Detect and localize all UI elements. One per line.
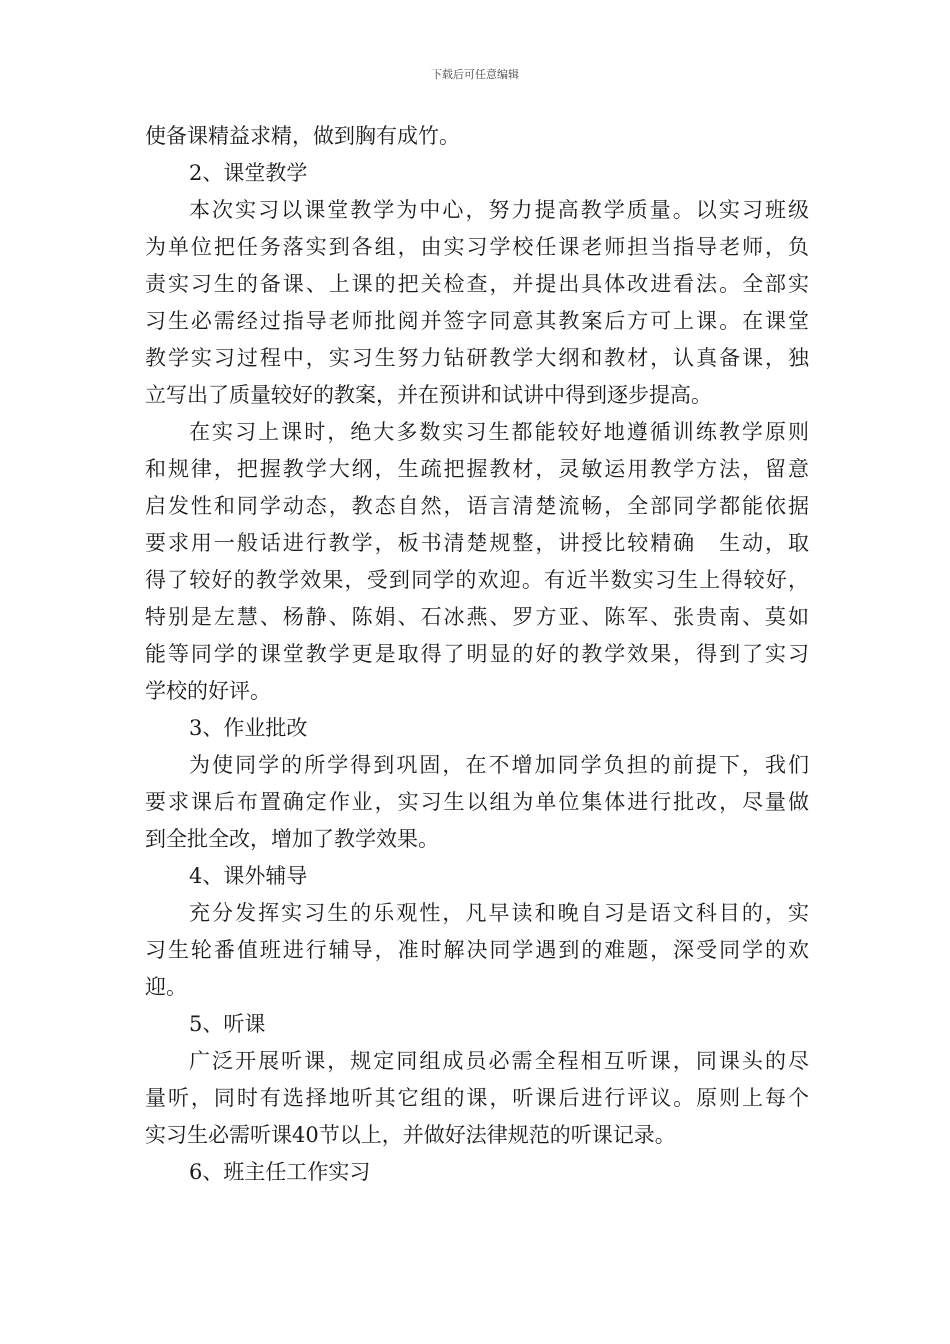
text-line: 到全批全改，增加了教学效果。 (145, 827, 439, 851)
text-line: 习生轮番值班进行辅导，准时解决同学遇到的难题，深受同学的欢 (145, 938, 809, 962)
text-line: 启发性和同学动态，教态自然，语言清楚流畅，全部同学都能依据 (145, 494, 809, 518)
text-line: 2、课堂教学 (189, 161, 308, 185)
text-line: 实习生必需听课40节以上，并做好法律规范的听课记录。 (145, 1123, 676, 1147)
text-line: 为使同学的所学得到巩固，在不增加同学负担的前提下，我们 (189, 753, 809, 777)
text-line: 为单位把任务落实到各组，由实习学校任课老师担当指导老师，负 (145, 235, 809, 259)
text-line: 在实习上课时，绝大多数实习生都能较好地遵循训练教学原则 (189, 420, 809, 444)
text-line: 教学实习过程中，实习生努力钻研教学大纲和教材，认真备课，独 (145, 346, 809, 370)
text-line: 4、课外辅导 (189, 864, 308, 888)
text-line: 和规律，把握教学大纲，生疏把握教材，灵敏运用教学方法，留意 (145, 457, 809, 481)
text-line: 特别是左慧、杨静、陈娟、石冰燕、罗方亚、陈军、张贵南、莫如 (145, 605, 809, 629)
text-line: 5、听课 (189, 1012, 266, 1036)
text-line: 习生必需经过指导老师批阅并签字同意其教案后方可上课。在课堂 (145, 309, 809, 333)
text-line: 学校的好评。 (145, 679, 271, 703)
text-line: 使备课精益求精，做到胸有成竹。 (145, 124, 460, 148)
text-line: 6、班主任工作实习 (189, 1160, 371, 1184)
text-line: 迎。 (145, 975, 187, 999)
text-line: 充分发挥实习生的乐观性，凡早读和晚自习是语文科目的，实 (189, 901, 809, 925)
text-line: 要求课后布置确定作业，实习生以组为单位集体进行批改，尽量做 (145, 790, 809, 814)
text-line: 广泛开展听课，规定同组成员必需全程相互听课，同课头的尽 (189, 1049, 809, 1073)
text-line: 能等同学的课堂教学更是取得了明显的好的教学效果，得到了实习 (145, 642, 809, 666)
text-line: 得了较好的教学效果，受到同学的欢迎。有近半数实习生上得较好， (145, 568, 809, 592)
text-line: 责实习生的备课、上课的把关检查，并提出具体改进看法。全部实 (145, 272, 809, 296)
text-line: 3、作业批改 (189, 716, 308, 740)
text-line: 要求用一般话进行教学，板书清楚规整，讲授比较精确 生动，取 (145, 531, 809, 555)
text-line: 量听，同时有选择地听其它组的课，听课后进行评议。原则上每个 (145, 1086, 809, 1110)
text-line: 立写出了质量较好的教案，并在预讲和试讲中得到逐步提高。 (145, 383, 712, 407)
document-body (145, 118, 809, 1191)
page-header: 下载后可任意编辑 (431, 68, 519, 81)
text-line: 本次实习以课堂教学为中心，努力提高教学质量。以实习班级 (189, 198, 809, 222)
